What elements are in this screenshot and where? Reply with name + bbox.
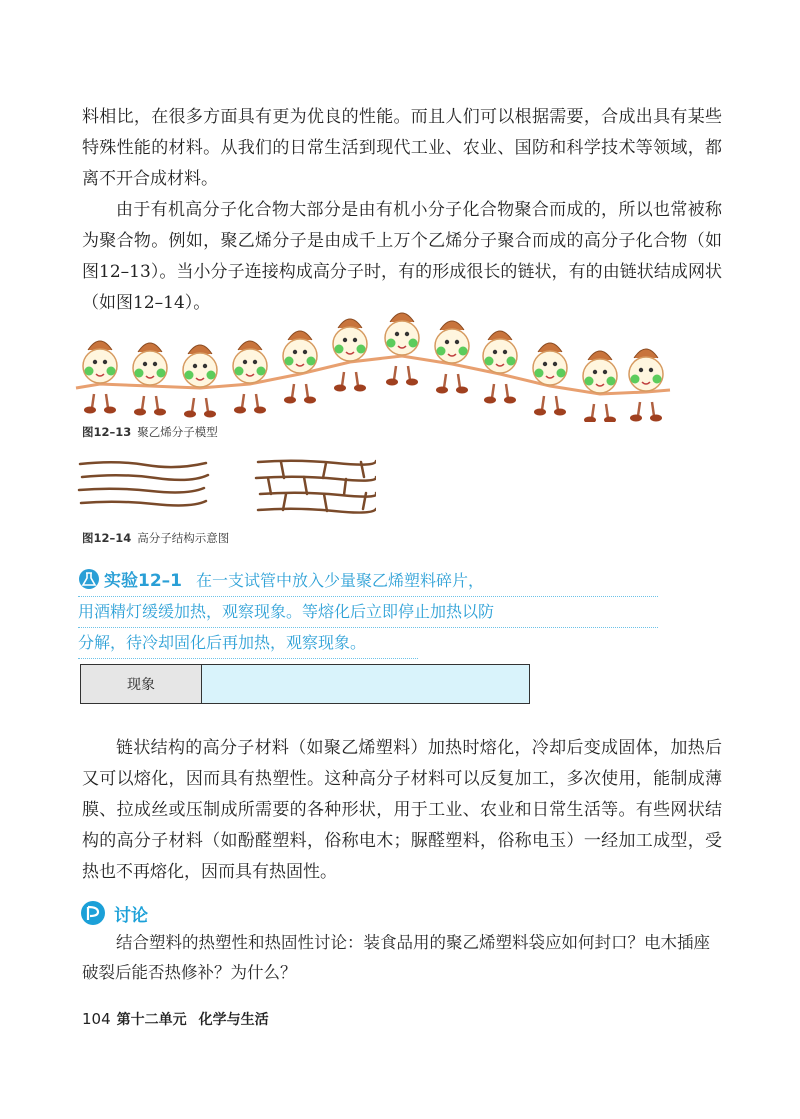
discussion-title: 讨论 bbox=[114, 905, 148, 926]
figure-title: 聚乙烯分子模型 bbox=[137, 425, 218, 439]
polymer-structure-diagram bbox=[76, 456, 376, 522]
page-number: 104 bbox=[82, 1010, 111, 1028]
molecule-figure bbox=[583, 351, 617, 422]
unit-title: 第十二单元 bbox=[116, 1012, 187, 1028]
molecule-figure bbox=[483, 331, 517, 404]
experiment-text-1: 在一支试管中放入少量聚乙烯塑料碎片， bbox=[196, 571, 485, 590]
observation-value-cell[interactable] bbox=[202, 665, 530, 704]
observation-table bbox=[80, 664, 530, 704]
figure-12-14-caption bbox=[82, 530, 229, 546]
page-footer bbox=[82, 1009, 269, 1029]
paragraph-synthetic-materials: 料相比，在很多方面具有更为优良的性能。而且人们可以根据需要，合成出具有某些特殊性能的材料。从我们的日常生活到现代工业、农业、国防和科学技术等领域，都离不开合成材料。 bbox=[82, 107, 722, 189]
linear-structure bbox=[79, 462, 208, 505]
figure-number: 图12–14 bbox=[82, 531, 132, 545]
network-structure bbox=[256, 461, 376, 513]
figure-12-13-caption bbox=[82, 424, 218, 440]
molecule-figure bbox=[333, 319, 367, 392]
molecule-figure bbox=[435, 321, 469, 394]
molecule-figure bbox=[629, 349, 663, 422]
molecule-figure bbox=[83, 341, 117, 414]
discussion-icon bbox=[80, 900, 106, 926]
experiment-title: 实验12–1 bbox=[104, 571, 182, 591]
molecule-figure bbox=[133, 343, 167, 416]
molecule-figure bbox=[183, 345, 217, 418]
discussion-header bbox=[80, 898, 148, 928]
molecule-figure bbox=[233, 341, 267, 414]
polyethylene-chain-illustration bbox=[72, 306, 672, 422]
paragraph-thermoplastic: 链状结构的高分子材料（如聚乙烯塑料）加热时熔化，冷却后变成固体，加热后又可以熔化，因而具有热塑性。这种高分子材料可以反复加工，多次使用，能制成薄膜、拉成丝或压制成所需要的各种形状，用于工业、农业和日常生活等。有些网状结构的高分子材料（如酚醛塑料，俗称电木；脲醛塑料，俗称电玉）一经加工成型，受热也不再熔化，因而具有热固性。 bbox=[82, 738, 722, 882]
experiment-line-3: 分解，待冷却固化后再加热，观察现象。 bbox=[78, 628, 418, 659]
experiment-line-1 bbox=[78, 566, 658, 597]
discussion-text: 结合塑料的热塑性和热固性讨论：装食品用的聚乙烯塑料袋应如何封口？电木插座破裂后能否热修补？为什么？ bbox=[82, 933, 710, 982]
molecule-figure bbox=[283, 331, 317, 404]
figure-title: 高分子结构示意图 bbox=[137, 531, 230, 545]
experiment-line-2: 用酒精灯缓缓加热，观察现象。等熔化后立即停止加热以防 bbox=[78, 597, 658, 628]
molecule-figure bbox=[385, 313, 419, 386]
flask-icon bbox=[78, 568, 100, 590]
observation-label: 现象 bbox=[81, 665, 202, 704]
molecule-figure bbox=[533, 343, 567, 416]
section-title: 化学与生活 bbox=[198, 1012, 269, 1028]
figure-number: 图12–13 bbox=[82, 425, 132, 439]
paragraph-polymers: 由于有机高分子化合物大部分是由有机小分子化合物聚合而成的，所以也常被称为聚合物。例如，聚乙烯分子是由成千上万个乙烯分子聚合而成的高分子化合物（如图12–13）。当小分子连接构成高分子时，有的形成很长的链状，有的由链状结成网状（如图12–14）。 bbox=[82, 200, 722, 313]
experiment-block bbox=[78, 566, 658, 659]
